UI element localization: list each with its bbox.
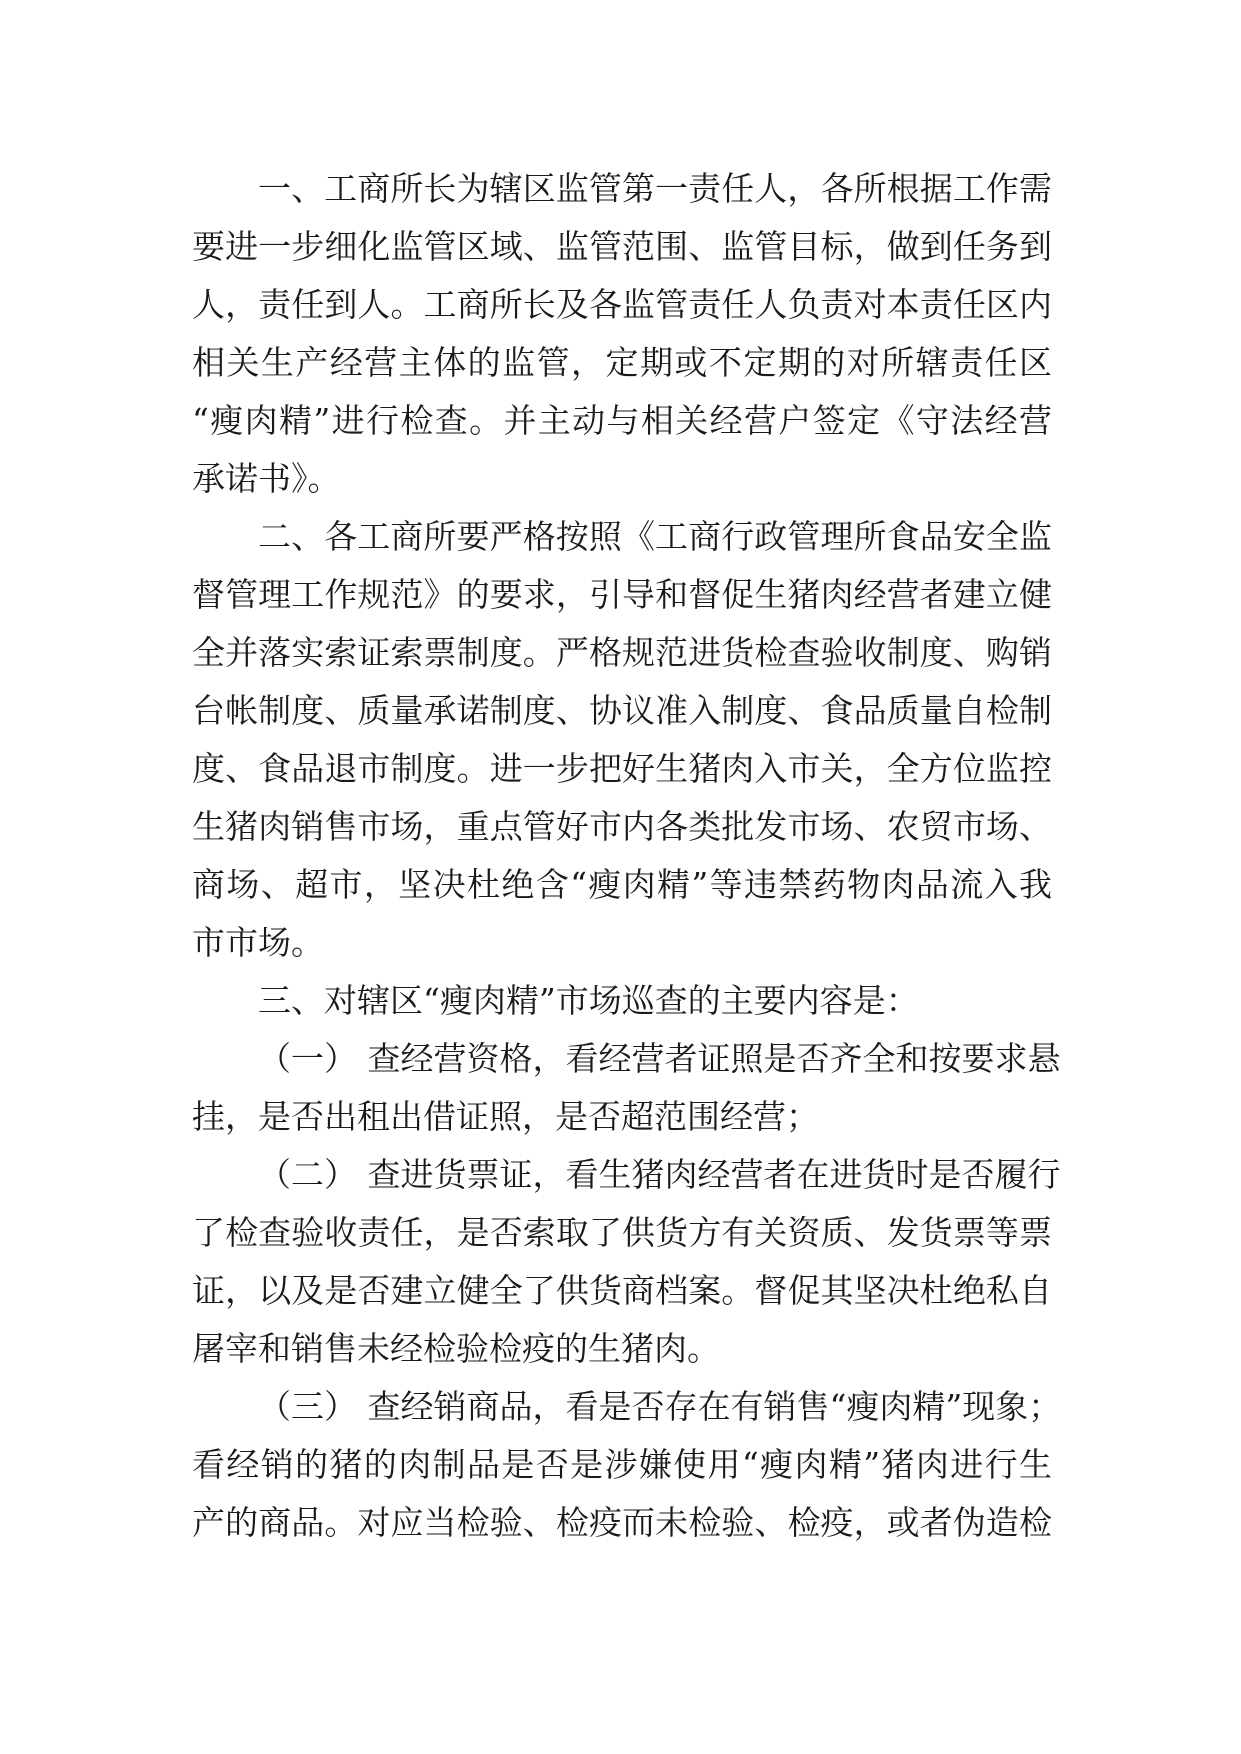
text-line: 一、工商所长为辖区监管第一责任人，各所根据工作需 — [258, 169, 1052, 208]
text-line: 市市场。 — [192, 923, 324, 962]
text-line: （一） 查经营资格，看经营者证照是否齐全和按要求悬 — [258, 1039, 1061, 1078]
text-line: 看经销的猪的肉制品是否是涉嫌使用“瘦肉精”猪肉进行生 — [192, 1445, 1052, 1484]
text-line: 了检查验收责任，是否索取了供货方有关资质、发货票等票 — [192, 1213, 1052, 1252]
text-line: 人，责任到人。工商所长及各监管责任人负责对本责任区内 — [192, 285, 1052, 324]
text-line: 产的商品。对应当检验、检疫而未检验、检疫，或者伪造检 — [192, 1503, 1052, 1542]
text-line: 督管理工作规范》的要求，引导和督促生猪肉经营者建立健 — [192, 575, 1052, 614]
text-line: （二） 查进货票证，看生猪肉经营者在进货时是否履行 — [258, 1155, 1061, 1194]
text-line: 要进一步细化监管区域、监管范围、监管目标，做到任务到 — [192, 227, 1052, 266]
text-line: 相关生产经营主体的监管，定期或不定期的对所辖责任区 — [192, 343, 1052, 382]
document-body — [192, 160, 1062, 1552]
text-line: 二、各工商所要严格按照《工商行政管理所食品安全监 — [258, 517, 1052, 556]
text-line: 商场、超市，坚决杜绝含“瘦肉精”等违禁药物肉品流入我 — [192, 865, 1052, 904]
text-line: 证，以及是否建立健全了供货商档案。督促其坚决杜绝私自 — [192, 1271, 1052, 1310]
text-line: 挂，是否出租出借证照，是否超范围经营； — [192, 1097, 819, 1136]
text-line: 屠宰和销售未经检验检疫的生猪肉。 — [192, 1329, 720, 1368]
text-line: 三、对辖区“瘦肉精”市场巡查的主要内容是： — [258, 981, 919, 1020]
text-line: 承诺书》。 — [192, 459, 341, 498]
text-line: （三） 查经销商品，看是否存在有销售“瘦肉精”现象； — [258, 1387, 1062, 1426]
text-line: 度、食品退市制度。进一步把好生猪肉入市关，全方位监控 — [192, 749, 1052, 788]
text-line: “瘦肉精”进行检查。并主动与相关经营户签定《守法经营 — [192, 401, 1052, 440]
text-line: 台帐制度、质量承诺制度、协议准入制度、食品质量自检制 — [192, 691, 1052, 730]
text-line: 全并落实索证索票制度。严格规范进货检查验收制度、购销 — [192, 633, 1052, 672]
text-line: 生猪肉销售市场，重点管好市内各类批发市场、农贸市场、 — [192, 807, 1052, 846]
